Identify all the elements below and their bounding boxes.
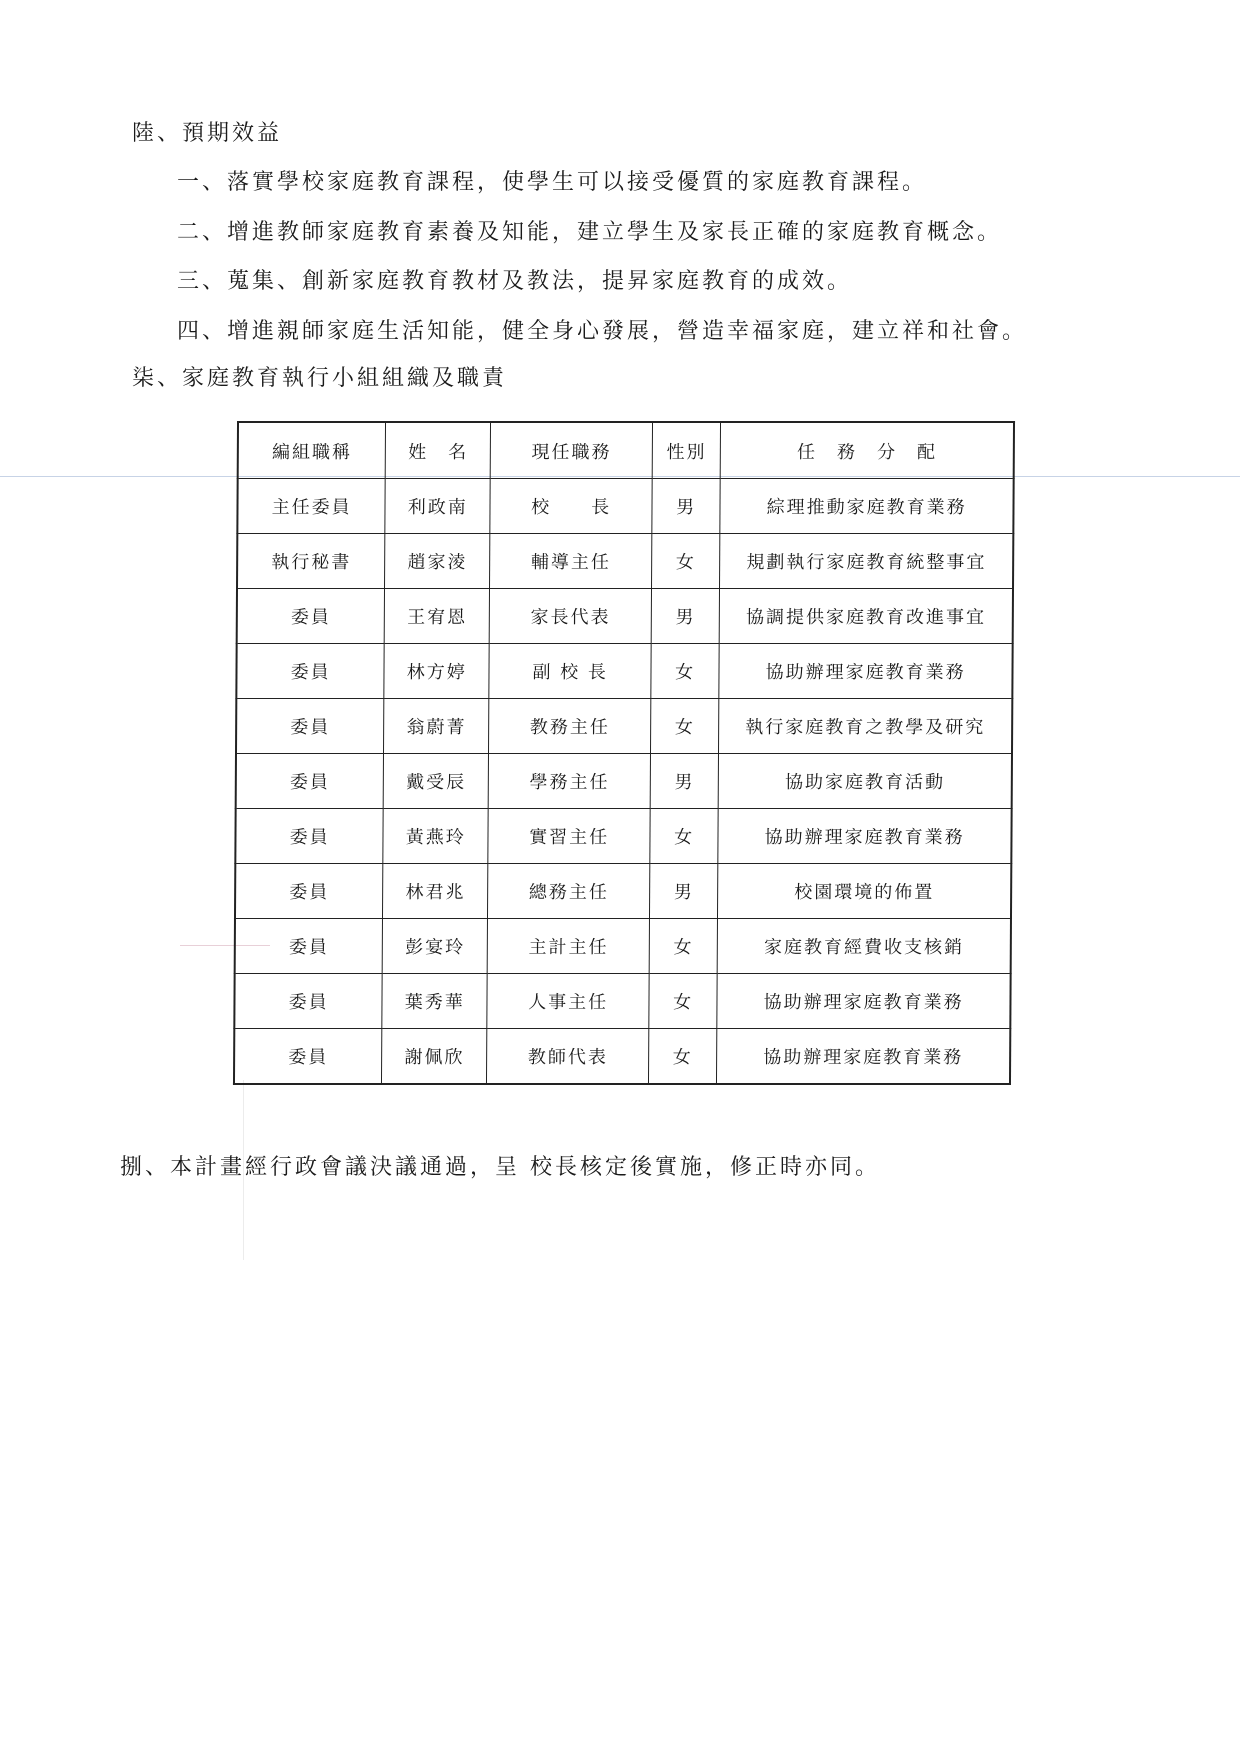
- cell-position: 副 校 長: [489, 644, 651, 699]
- cell-gender: 女: [649, 1029, 718, 1085]
- cell-gender: 女: [650, 809, 719, 864]
- cell-role: 主任委員: [237, 479, 385, 534]
- cell-gender: 男: [652, 479, 721, 534]
- cell-name: 利政南: [385, 479, 490, 534]
- table-row: [236, 699, 1012, 754]
- cell-position: 教務主任: [489, 699, 651, 754]
- section-8-text: 捌、本計畫經行政會議決議通過，呈 校長核定後實施，修正時亦同。: [120, 1155, 880, 1180]
- section-7-title: 柒、家庭教育執行小組組織及職責: [132, 366, 508, 391]
- cell-gender: 女: [651, 644, 720, 699]
- header-name: 姓 名: [385, 422, 490, 479]
- header-position: 現任職務: [491, 422, 653, 479]
- cell-position: 教師代表: [487, 1029, 649, 1085]
- benefit-item-4: 四、增進親師家庭生活知能，健全身心發展，營造幸福家庭，建立祥和社會。: [177, 319, 1028, 344]
- table-row: [234, 1029, 1010, 1085]
- cell-name: 葉秀華: [382, 974, 487, 1029]
- cell-role: 委員: [235, 864, 383, 919]
- cell-gender: 男: [650, 754, 719, 809]
- cell-duty: 協助辦理家庭教育業務: [717, 1029, 1010, 1085]
- cell-name: 林君兆: [383, 864, 488, 919]
- cell-duty: 綜理推動家庭教育業務: [720, 479, 1013, 534]
- cell-duty: 協助辦理家庭教育業務: [718, 809, 1011, 864]
- cell-position: 人事主任: [487, 974, 649, 1029]
- cell-gender: 女: [651, 699, 720, 754]
- cell-role: 委員: [236, 699, 384, 754]
- header-duty: 任 務 分 配: [721, 422, 1014, 479]
- cell-gender: 男: [650, 864, 719, 919]
- cell-position: 學務主任: [489, 754, 651, 809]
- header-role: 編組職稱: [238, 422, 386, 479]
- cell-position: 輔導主任: [490, 534, 652, 589]
- cell-role: 委員: [235, 809, 383, 864]
- cell-name: 黃燕玲: [383, 809, 488, 864]
- cell-name: 謝佩欣: [382, 1029, 487, 1085]
- cell-role: 委員: [237, 589, 385, 644]
- table-row: [236, 644, 1012, 699]
- cell-duty: 執行家庭教育之教學及研究: [719, 699, 1012, 754]
- table-row: [237, 589, 1013, 644]
- cell-duty: 協調提供家庭教育改進事宜: [720, 589, 1013, 644]
- cell-gender: 男: [651, 589, 720, 644]
- cell-name: 翁蔚菁: [384, 699, 489, 754]
- cell-position: 主計主任: [488, 919, 650, 974]
- cell-role: 委員: [236, 644, 384, 699]
- section-6-title: 陸、預期效益: [132, 121, 283, 146]
- cell-name: 王宥恩: [384, 589, 489, 644]
- cell-position: 校 長: [490, 479, 652, 534]
- cell-role: 執行秘書: [237, 534, 385, 589]
- table-row: [235, 919, 1011, 974]
- cell-role: 委員: [234, 974, 382, 1029]
- cell-position: 家長代表: [490, 589, 652, 644]
- benefit-item-2: 二、增進教師家庭教育素養及知能，建立學生及家長正確的家庭教育概念。: [177, 220, 1003, 245]
- table-row: [236, 754, 1012, 809]
- cell-duty: 協助辦理家庭教育業務: [717, 974, 1010, 1029]
- cell-duty: 校園環境的佈置: [718, 864, 1011, 919]
- benefit-item-1: 一、落實學校家庭教育課程，使學生可以接受優質的家庭教育課程。: [177, 170, 928, 195]
- table-row: [237, 479, 1013, 534]
- committee-table: [233, 421, 1015, 1085]
- cell-duty: 協助辦理家庭教育業務: [719, 644, 1012, 699]
- cell-name: 趙家淩: [385, 534, 490, 589]
- cell-duty: 家庭教育經費收支核銷: [718, 919, 1011, 974]
- table-row: [234, 974, 1010, 1029]
- cell-role: 委員: [236, 754, 384, 809]
- table-row: [235, 809, 1011, 864]
- cell-gender: 女: [652, 534, 721, 589]
- table-row: [235, 864, 1011, 919]
- cell-name: 林方婷: [384, 644, 489, 699]
- cell-role: 委員: [234, 1029, 382, 1085]
- cell-gender: 女: [649, 919, 718, 974]
- table-row: [237, 534, 1013, 589]
- cell-position: 實習主任: [488, 809, 650, 864]
- cell-name: 戴受辰: [383, 754, 488, 809]
- benefit-item-3: 三、蒐集、創新家庭教育教材及教法，提昇家庭教育的成效。: [177, 269, 853, 294]
- cell-duty: 規劃執行家庭教育統整事宜: [720, 534, 1013, 589]
- header-gender: 性別: [652, 422, 721, 479]
- cell-role: 委員: [235, 919, 383, 974]
- cell-name: 彭宴玲: [382, 919, 487, 974]
- table-header-row: [238, 422, 1014, 479]
- cell-duty: 協助家庭教育活動: [719, 754, 1012, 809]
- cell-gender: 女: [649, 974, 718, 1029]
- cell-position: 總務主任: [488, 864, 650, 919]
